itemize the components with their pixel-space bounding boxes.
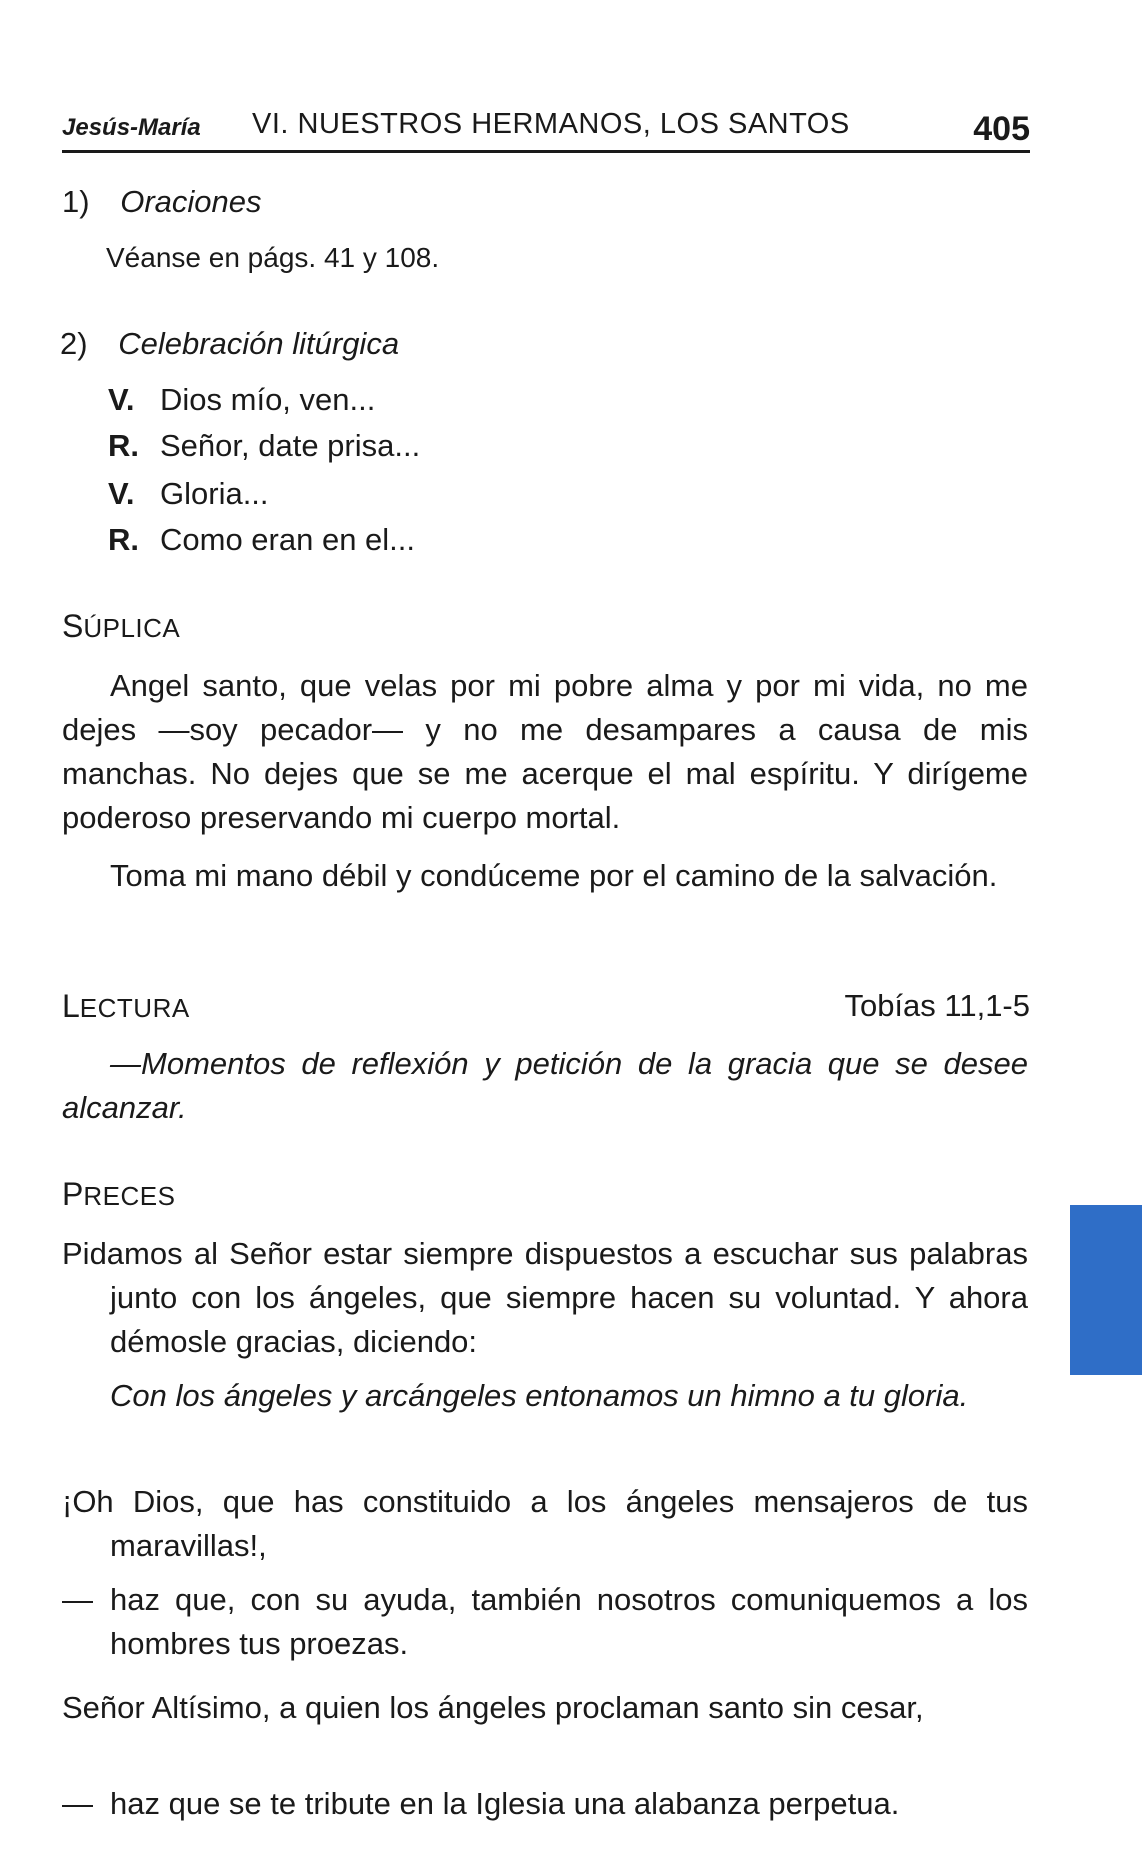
lectura-heading-rest: ECTURA <box>79 993 190 1023</box>
section-2-number: 2) <box>60 326 88 361</box>
suplica-paragraph-2: Toma mi mano débil y condúceme por el camino de la salvación. <box>110 858 998 893</box>
response-symbol: R. <box>108 522 139 557</box>
response-symbol: R. <box>108 428 139 463</box>
page-number: 405 <box>973 110 1030 148</box>
lectura-text: —Momentos de reflexión y petición de la gracia que se desee alcanzar. <box>62 1046 1028 1125</box>
petition-dash: — <box>62 1786 93 1821</box>
page-edge-tab <box>1070 1205 1142 1375</box>
preces-heading <box>62 1172 175 1218</box>
running-header <box>62 100 1030 153</box>
section-1-number: 1) <box>62 184 90 219</box>
section-1-heading <box>62 180 262 224</box>
response-line <box>108 518 415 562</box>
petition-dash: — <box>62 1582 93 1617</box>
preces-response: Con los ángeles y arcángeles entonamos un himno a tu gloria. <box>110 1378 969 1413</box>
section-1-text: Véanse en págs. 41 y 108. <box>106 242 440 273</box>
petition-response: haz que, con su ayuda, también nosotros comuniquemos a los hombres tus proezas. <box>110 1582 1028 1661</box>
petition-invocation: ¡Oh Dios, que has constituido a los ángeles mensajeros de tus maravillas!, <box>62 1484 1028 1563</box>
petition-invocation: Señor Altísimo, a quien los ángeles proclaman santo sin cesar, <box>62 1690 924 1725</box>
versicle-line <box>108 378 375 422</box>
preces-intro: Pidamos al Señor estar siempre dispuestos a escuchar sus palabras junto con los ángeles, que siempre hacen su voluntad. Y ahora démosle gracias, diciendo: <box>62 1236 1028 1359</box>
section-2-heading <box>60 322 399 366</box>
versicle-text: Gloria... <box>160 476 269 511</box>
header-chapter-title: VI. NUESTROS HERMANOS, LOS SANTOS <box>252 108 850 140</box>
response-text: Señor, date prisa... <box>160 428 421 463</box>
versicle-text: Dios mío, ven... <box>160 382 376 417</box>
section-2-title: Celebración litúrgica <box>118 326 400 361</box>
response-line <box>108 424 420 468</box>
preces-heading-initial: P <box>62 1176 84 1212</box>
suplica-heading-initial: S <box>62 608 84 644</box>
lectura-heading <box>62 984 190 1030</box>
versicle-line <box>108 472 269 516</box>
suplica-heading <box>62 604 180 650</box>
lectura-reference: Tobías 11,1-5 <box>844 988 1030 1023</box>
lectura-heading-initial: L <box>62 988 80 1024</box>
petition-response: haz que se te tribute en la Iglesia una alabanza perpetua. <box>110 1786 900 1821</box>
versicle-symbol: V. <box>108 476 135 511</box>
suplica-paragraph-1: Angel santo, que velas por mi pobre alma y por mi vida, no me dejes —soy pecador— y no me desampares a causa de mis manchas. No dejes que se me acerque el mal espíritu. Y dirígeme poderoso preservando mi cuerpo mortal. <box>62 668 1028 835</box>
versicle-symbol: V. <box>108 382 135 417</box>
section-1-title: Oraciones <box>120 184 262 219</box>
header-book-title: Jesús-María <box>62 114 201 141</box>
suplica-heading-rest: ÚPLICA <box>83 613 181 643</box>
preces-heading-rest: RECES <box>83 1181 176 1211</box>
response-text: Como eran en el... <box>160 522 416 557</box>
